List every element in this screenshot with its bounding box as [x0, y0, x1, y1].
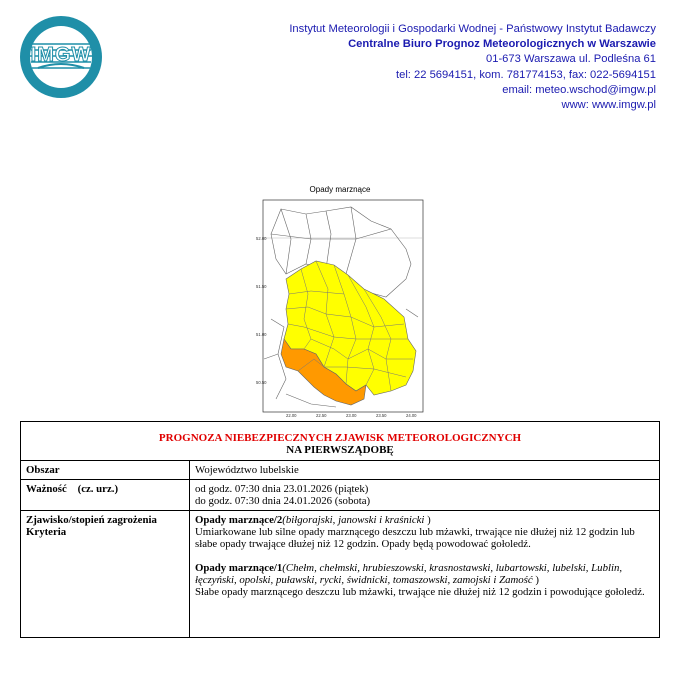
- area-value: Województwo lubelskie: [190, 461, 660, 480]
- imgw-logo: [18, 14, 104, 100]
- phenomenon-label: Zjawisko/stopień zagrożenia: [26, 514, 157, 526]
- email[interactable]: email: meteo.wschod@imgw.pl: [502, 83, 656, 96]
- forecast-subtitle: NA PIERWSZĄDOBĘ: [286, 444, 394, 456]
- lon-label: 22.00: [286, 413, 297, 418]
- validity-row: [21, 480, 660, 511]
- lat-label: 51.00: [256, 332, 267, 337]
- lat-label: 51.50: [256, 284, 267, 289]
- level1-description: Słabe opady marznącego deszczu lub mżawki, trwające nie dłużej niż 12 godzin i powodujące gołoledź.: [195, 586, 645, 598]
- level2-areas: (biłgorajski, janowski i kraśnicki: [282, 514, 425, 526]
- lon-label: 24.00: [406, 413, 417, 418]
- logo-text: IMGW: [30, 44, 92, 66]
- level1-block: [195, 562, 654, 598]
- phenomenon-row: [21, 511, 660, 638]
- map-title: Opady marznące: [309, 185, 371, 194]
- lon-label: 22.50: [316, 413, 327, 418]
- lon-label: 23.50: [376, 413, 387, 418]
- phone: tel: 22 5694151, kom. 781774153, fax: 022-5694151: [395, 68, 656, 81]
- level2-title: Opady marznące/2: [195, 514, 283, 526]
- forecast-table: [20, 421, 660, 638]
- level2-description: Umiarkowane lub silne opady marznącego deszczu lub mżawki, trwające nie dłużej niż 12 godzin lub słabe opady trwające dłużej niż 12 godzin. Opady będą powodować gołoledź.: [195, 526, 635, 550]
- level2-areas-close: ): [424, 514, 431, 526]
- lat-label: 50.50: [256, 380, 267, 385]
- area-label: Obszar: [21, 461, 190, 480]
- area-row: [21, 461, 660, 480]
- address: 01-673 Warszawa ul. Podleśna 61: [486, 53, 656, 66]
- level1-title: Opady marznące/1: [195, 562, 283, 574]
- institution-header: [289, 22, 656, 113]
- validity-to: do godz. 07:30 dnia 24.01.2026 (sobota): [195, 495, 371, 507]
- validity-note: (cz. urz.): [77, 483, 119, 495]
- validity-label: Ważność: [26, 483, 67, 495]
- criteria-label: Kryteria: [26, 526, 67, 538]
- level1-areas-close: ): [532, 574, 539, 586]
- website[interactable]: www: www.imgw.pl: [561, 99, 656, 112]
- forecast-title: PROGNOZA NIEBEZPIECZNYCH ZJAWISK METEOROLOGICZNYCH: [158, 432, 522, 444]
- level2-block: [195, 514, 654, 550]
- office-name: Centralne Biuro Prognoz Meteorologicznych w Warszawie: [348, 38, 656, 51]
- lon-label: 23.00: [346, 413, 357, 418]
- warning-map: [256, 199, 424, 418]
- level1-areas: (Chełm, chełmski, hrubieszowski, krasnostawski, lubartowski, lubelski, Lublin, łęczyński, opolski, puławski, rycki, świdnicki, tomaszowski, zamojski i Zamość: [195, 562, 623, 586]
- institute-name: Instytut Meteorologii i Gospodarki Wodnej - Państwowy Instytut Badawczy: [289, 23, 656, 35]
- title-row: [21, 422, 660, 461]
- validity-from: od godz. 07:30 dnia 23.01.2026 (piątek): [195, 483, 369, 495]
- lat-label: 52.00: [256, 236, 267, 241]
